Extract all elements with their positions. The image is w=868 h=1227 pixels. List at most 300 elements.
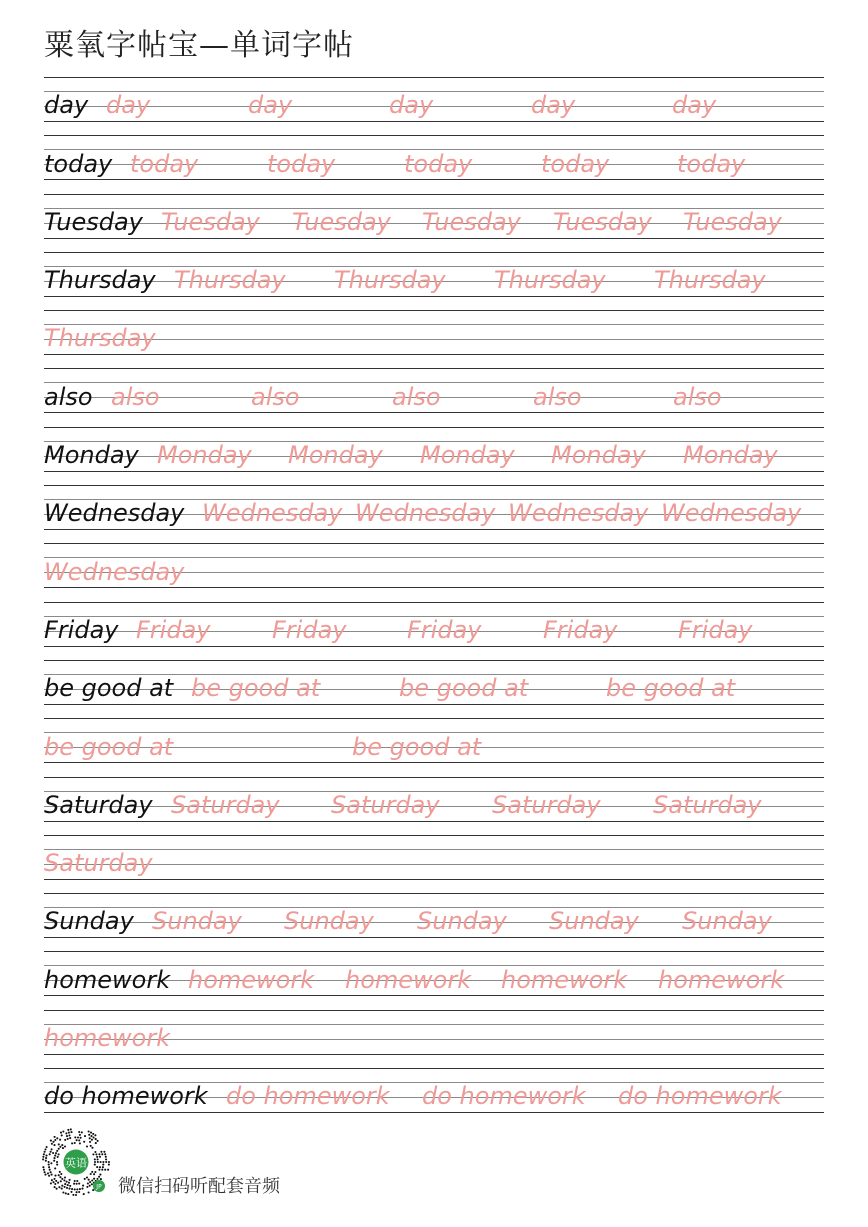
- qr-dot: [78, 1183, 80, 1185]
- qr-dot: [75, 1194, 77, 1196]
- qr-dot: [90, 1132, 92, 1134]
- trace-word: Wednesday: [661, 499, 802, 528]
- qr-dot: [76, 1191, 78, 1193]
- qr-dot: [56, 1150, 58, 1152]
- guide-line: [44, 995, 824, 996]
- qr-dot: [48, 1164, 50, 1166]
- qr-dot: [54, 1136, 56, 1138]
- qr-dot: [64, 1145, 66, 1147]
- qr-dot: [72, 1194, 74, 1196]
- qr-dot: [93, 1173, 95, 1175]
- qr-dot: [88, 1130, 90, 1132]
- qr-dot: [74, 1188, 76, 1190]
- qr-dot: [108, 1164, 110, 1166]
- trace-word: Tuesday: [422, 207, 521, 236]
- qr-dot: [89, 1137, 91, 1139]
- trace-word: Sunday: [417, 907, 507, 936]
- qr-dot: [64, 1186, 66, 1188]
- trace-word: Friday: [136, 615, 211, 644]
- qr-dot: [81, 1188, 83, 1190]
- qr-dot: [58, 1174, 60, 1176]
- practice-row: [44, 835, 824, 893]
- footer: [40, 1126, 440, 1200]
- qr-dot: [64, 1176, 66, 1178]
- guide-line: [44, 77, 824, 78]
- qr-dot: [65, 1192, 67, 1194]
- qr-dot: [89, 1181, 91, 1183]
- trace-word: be good at: [399, 674, 529, 703]
- trace-word: homework: [501, 965, 628, 994]
- qr-dot: [44, 1174, 46, 1176]
- qr-dot: [89, 1185, 91, 1187]
- trace-word: Monday: [420, 441, 515, 470]
- qr-dot: [86, 1186, 88, 1188]
- guide-line: [44, 427, 824, 428]
- trace-word: also: [533, 382, 582, 411]
- qr-dot: [60, 1132, 62, 1134]
- model-word: also: [44, 382, 93, 411]
- qr-dot: [88, 1134, 90, 1136]
- qr-dot: [57, 1156, 59, 1158]
- qr-dot: [96, 1156, 98, 1158]
- trace-word: also: [251, 382, 300, 411]
- trace-word: today: [267, 149, 336, 178]
- qr-dot: [64, 1183, 66, 1185]
- guide-line: [44, 646, 824, 647]
- qr-dot: [102, 1161, 104, 1163]
- qr-dot: [65, 1132, 67, 1134]
- practice-grid: [44, 77, 824, 1126]
- guide-line: [44, 238, 824, 239]
- qr-dot: [69, 1137, 71, 1139]
- qr-dot: [79, 1188, 81, 1190]
- trace-word: day: [248, 91, 293, 120]
- qr-dot: [81, 1131, 83, 1133]
- practice-row: [44, 135, 824, 193]
- qr-dot: [60, 1173, 62, 1175]
- qr-dot: [100, 1151, 102, 1153]
- qr-dot: [98, 1169, 100, 1171]
- trace-word: today: [404, 149, 473, 178]
- guide-line: [44, 529, 824, 530]
- guide-line: [44, 354, 824, 355]
- qr-dot: [97, 1161, 99, 1163]
- trace-word: Tuesday: [683, 207, 782, 236]
- model-word: Tuesday: [44, 207, 143, 236]
- qr-dot: [83, 1141, 85, 1143]
- qr-dot: [42, 1166, 44, 1168]
- trace-word: Saturday: [653, 790, 762, 819]
- qr-dot: [42, 1156, 44, 1158]
- guide-line: [44, 821, 824, 822]
- qr-dot: [84, 1178, 86, 1180]
- qr-dot: [86, 1145, 88, 1147]
- trace-word: homework: [188, 965, 315, 994]
- qr-dot: [74, 1142, 76, 1144]
- qr-dot: [100, 1161, 102, 1163]
- trace-word: Sunday: [152, 907, 242, 936]
- qr-dot: [54, 1175, 56, 1177]
- qr-dot: [54, 1155, 56, 1157]
- qr-dot: [71, 1142, 73, 1144]
- qr-dot: [50, 1171, 52, 1173]
- trace-word: Friday: [407, 615, 482, 644]
- practice-row: [44, 194, 824, 252]
- qr-dot: [61, 1134, 63, 1136]
- trace-word: do homework: [226, 1082, 390, 1111]
- trace-word: today: [541, 149, 610, 178]
- trace-word: Thursday: [334, 266, 446, 295]
- qr-dot: [61, 1178, 63, 1180]
- qr-dot: [97, 1158, 99, 1160]
- guide-line: [44, 660, 824, 661]
- qr-dot: [86, 1176, 88, 1178]
- qr-dot: [105, 1156, 107, 1158]
- qr-dot: [74, 1136, 76, 1138]
- qr-dot: [90, 1135, 92, 1137]
- qr-dot: [89, 1141, 91, 1143]
- qr-dot: [51, 1143, 53, 1145]
- guide-line: [44, 543, 824, 544]
- qr-dot: [42, 1158, 44, 1160]
- qr-badge-label: 英语: [65, 1156, 87, 1170]
- qr-dot: [61, 1188, 63, 1190]
- guide-line: [44, 1054, 824, 1055]
- qr-dot: [94, 1134, 96, 1136]
- qr-dot: [96, 1166, 98, 1168]
- qr-dot: [51, 1179, 53, 1181]
- trace-word: Wednesday: [355, 499, 496, 528]
- qr-dot: [98, 1153, 100, 1155]
- trace-word: Tuesday: [161, 207, 260, 236]
- qr-dot: [100, 1178, 102, 1180]
- model-word: do homework: [44, 1082, 208, 1111]
- trace-word: day: [106, 91, 151, 120]
- trace-word: Wednesday: [202, 499, 343, 528]
- practice-row: [44, 543, 824, 601]
- qr-dot: [105, 1161, 107, 1163]
- qr-dot: [69, 1179, 71, 1181]
- qr-dot: [98, 1176, 100, 1178]
- qr-dot: [66, 1181, 68, 1183]
- qr-dot: [52, 1141, 54, 1143]
- qr-dot: [68, 1134, 70, 1136]
- qr-dot: [58, 1153, 60, 1155]
- qr-dot: [96, 1178, 98, 1180]
- practice-row: [44, 310, 824, 368]
- practice-row: [44, 602, 824, 660]
- model-word: Sunday: [44, 907, 134, 936]
- guide-line: [44, 879, 824, 880]
- guide-line: [44, 864, 824, 865]
- qr-dot: [107, 1169, 109, 1171]
- qr-dot: [87, 1182, 89, 1184]
- qr-dot: [67, 1193, 69, 1195]
- qr-dot: [59, 1146, 61, 1148]
- qr-dot: [93, 1136, 95, 1138]
- qr-dot: [56, 1137, 58, 1139]
- qr-dot: [48, 1166, 50, 1168]
- qr-dot: [58, 1148, 60, 1150]
- guide-line: [44, 951, 824, 952]
- trace-word: Friday: [272, 615, 347, 644]
- practice-row: [44, 718, 824, 776]
- model-word: homework: [44, 965, 171, 994]
- qr-dot: [78, 1139, 80, 1141]
- guide-line: [44, 179, 824, 180]
- trace-word: be good at: [191, 674, 321, 703]
- practice-row: [44, 1010, 824, 1068]
- qr-dot: [60, 1180, 62, 1182]
- qr-dot: [56, 1164, 58, 1166]
- qr-dot: [94, 1164, 96, 1166]
- qr-dot: [91, 1139, 93, 1141]
- footer-caption: 微信扫码听配套音频: [118, 1176, 280, 1197]
- model-word: today: [44, 149, 113, 178]
- qr-dot: [67, 1138, 69, 1140]
- qr-code-icon[interactable]: [40, 1126, 112, 1198]
- trace-word: Sunday: [682, 907, 772, 936]
- qr-dot: [54, 1186, 56, 1188]
- trace-word: Thursday: [174, 266, 286, 295]
- qr-dot: [101, 1153, 103, 1155]
- qr-dot: [66, 1187, 68, 1189]
- qr-dot: [43, 1169, 45, 1171]
- qr-dot: [53, 1160, 55, 1162]
- practice-row: [44, 1068, 824, 1126]
- qr-dot: [52, 1152, 54, 1154]
- qr-dot: [82, 1185, 84, 1187]
- guide-line: [44, 252, 824, 253]
- qr-dot: [44, 1151, 46, 1153]
- trace-word: do homework: [422, 1082, 586, 1111]
- qr-dot: [102, 1166, 104, 1168]
- model-word: Friday: [44, 615, 119, 644]
- trace-word: do homework: [618, 1082, 782, 1111]
- practice-row: [44, 427, 824, 485]
- trace-word: Saturday: [492, 790, 601, 819]
- trace-word: day: [389, 91, 434, 120]
- trace-word: Thursday: [44, 324, 156, 353]
- qr-dot: [94, 1151, 96, 1153]
- model-word: day: [44, 91, 89, 120]
- qr-dot: [99, 1156, 101, 1158]
- practice-row: [44, 951, 824, 1009]
- guide-line: [44, 762, 824, 763]
- trace-word: Monday: [288, 441, 383, 470]
- qr-dot: [51, 1148, 53, 1150]
- qr-dot: [80, 1137, 82, 1139]
- guide-line: [44, 849, 824, 850]
- qr-dot: [88, 1179, 90, 1181]
- guide-line: [44, 471, 824, 472]
- guide-line: [44, 602, 824, 603]
- qr-dot: [59, 1171, 61, 1173]
- qr-dot: [44, 1171, 46, 1173]
- qr-dot: [99, 1174, 101, 1176]
- trace-word: Friday: [678, 615, 753, 644]
- qr-dot: [95, 1138, 97, 1140]
- qr-dot: [77, 1136, 79, 1138]
- qr-dot: [46, 1146, 48, 1148]
- qr-dot: [93, 1178, 95, 1180]
- guide-line: [44, 368, 824, 369]
- trace-word: also: [111, 382, 160, 411]
- trace-word: be good at: [44, 732, 174, 761]
- qr-dot: [70, 1191, 72, 1193]
- qr-dot: [79, 1142, 81, 1144]
- trace-word: also: [392, 382, 441, 411]
- guide-line: [44, 135, 824, 136]
- qr-dot: [56, 1161, 58, 1163]
- trace-word: Sunday: [284, 907, 374, 936]
- qr-dot: [53, 1157, 55, 1159]
- qr-dot: [104, 1169, 106, 1171]
- trace-word: be good at: [352, 732, 482, 761]
- qr-dot: [76, 1188, 78, 1190]
- qr-dot: [91, 1171, 93, 1173]
- guide-line: [44, 339, 824, 340]
- qr-dot: [78, 1191, 80, 1193]
- qr-dot: [99, 1166, 101, 1168]
- qr-dot: [70, 1131, 72, 1133]
- qr-dot: [95, 1153, 97, 1155]
- qr-dot: [55, 1152, 57, 1154]
- trace-word: Monday: [551, 441, 646, 470]
- qr-dot: [92, 1189, 94, 1191]
- model-word: Thursday: [44, 266, 156, 295]
- practice-row: [44, 252, 824, 310]
- qr-dot: [48, 1161, 50, 1163]
- guide-line: [44, 324, 824, 325]
- qr-dot: [92, 1133, 94, 1135]
- qr-dot: [70, 1128, 72, 1130]
- qr-dot: [49, 1169, 51, 1171]
- qr-dot: [83, 1193, 85, 1195]
- guide-line: [44, 704, 824, 705]
- guide-line: [44, 1068, 824, 1069]
- qr-dot: [91, 1147, 93, 1149]
- guide-line: [44, 121, 824, 122]
- trace-word: Wednesday: [44, 557, 185, 586]
- qr-dot: [97, 1140, 99, 1142]
- trace-word: day: [672, 91, 717, 120]
- qr-dot: [56, 1188, 58, 1190]
- qr-dot: [59, 1176, 61, 1178]
- qr-dot: [94, 1171, 96, 1173]
- trace-word: Monday: [683, 441, 778, 470]
- trace-word: today: [677, 149, 746, 178]
- trace-word: Friday: [543, 615, 618, 644]
- trace-word: Thursday: [494, 266, 606, 295]
- qr-dot: [53, 1178, 55, 1180]
- qr-dot: [68, 1182, 70, 1184]
- trace-word: Saturday: [44, 849, 153, 878]
- trace-word: homework: [44, 1024, 171, 1053]
- trace-word: Wednesday: [508, 499, 649, 528]
- qr-dot: [52, 1181, 54, 1183]
- qr-dot: [71, 1188, 73, 1190]
- trace-word: today: [130, 149, 199, 178]
- trace-word: Monday: [157, 441, 252, 470]
- practice-row: [44, 368, 824, 426]
- trace-word: be good at: [606, 674, 736, 703]
- qr-dot: [105, 1158, 107, 1160]
- model-word: Monday: [44, 441, 139, 470]
- qr-dot: [50, 1151, 52, 1153]
- qr-dot: [45, 1157, 47, 1159]
- guide-line: [44, 587, 824, 588]
- qr-dot: [47, 1172, 49, 1174]
- guide-line: [44, 937, 824, 938]
- qr-dot: [50, 1182, 52, 1184]
- qr-dot: [62, 1130, 64, 1132]
- practice-row: [44, 77, 824, 135]
- qr-dot: [48, 1175, 50, 1177]
- qr-dot: [108, 1161, 110, 1163]
- trace-word: also: [673, 382, 722, 411]
- guide-line: [44, 1010, 824, 1011]
- qr-dot: [45, 1160, 47, 1162]
- qr-dot: [66, 1135, 68, 1137]
- qr-dot: [55, 1180, 57, 1182]
- model-word: be good at: [44, 674, 174, 703]
- guide-line: [44, 412, 824, 413]
- guide-line: [44, 835, 824, 836]
- qr-dot: [90, 1173, 92, 1175]
- trace-word: Sunday: [549, 907, 639, 936]
- qr-dot: [50, 1162, 52, 1164]
- qr-dot: [68, 1132, 70, 1134]
- qr-dot: [79, 1134, 81, 1136]
- trace-word: day: [531, 91, 576, 120]
- qr-dot: [67, 1184, 69, 1186]
- qr-dot: [67, 1129, 69, 1131]
- qr-dot: [58, 1186, 60, 1188]
- qr-dot: [103, 1151, 105, 1153]
- qr-dot: [88, 1191, 90, 1193]
- qr-dot: [54, 1139, 56, 1141]
- qr-dot: [57, 1182, 59, 1184]
- qr-dot: [76, 1180, 78, 1182]
- qr-dot: [76, 1183, 78, 1185]
- trace-word: Tuesday: [553, 207, 652, 236]
- practice-row: [44, 777, 824, 835]
- qr-dot: [101, 1169, 103, 1171]
- guide-line: [44, 194, 824, 195]
- qr-dot: [69, 1185, 71, 1187]
- qr-dot: [44, 1148, 46, 1150]
- qr-dot: [63, 1179, 65, 1181]
- trace-word: Tuesday: [292, 207, 391, 236]
- trace-word: homework: [345, 965, 472, 994]
- qr-dot: [64, 1139, 66, 1141]
- model-word: Saturday: [44, 790, 153, 819]
- qr-dot: [62, 1147, 64, 1149]
- qr-dot: [49, 1153, 51, 1155]
- model-word: Wednesday: [44, 499, 185, 528]
- qr-dot: [91, 1179, 93, 1181]
- guide-line: [44, 893, 824, 894]
- qr-dot: [92, 1153, 94, 1155]
- qr-dot: [91, 1183, 93, 1185]
- qr-dot: [43, 1153, 45, 1155]
- practice-row: [44, 660, 824, 718]
- trace-word: homework: [658, 965, 785, 994]
- qr-dot: [104, 1153, 106, 1155]
- qr-dot: [74, 1180, 76, 1182]
- qr-dot: [59, 1139, 61, 1141]
